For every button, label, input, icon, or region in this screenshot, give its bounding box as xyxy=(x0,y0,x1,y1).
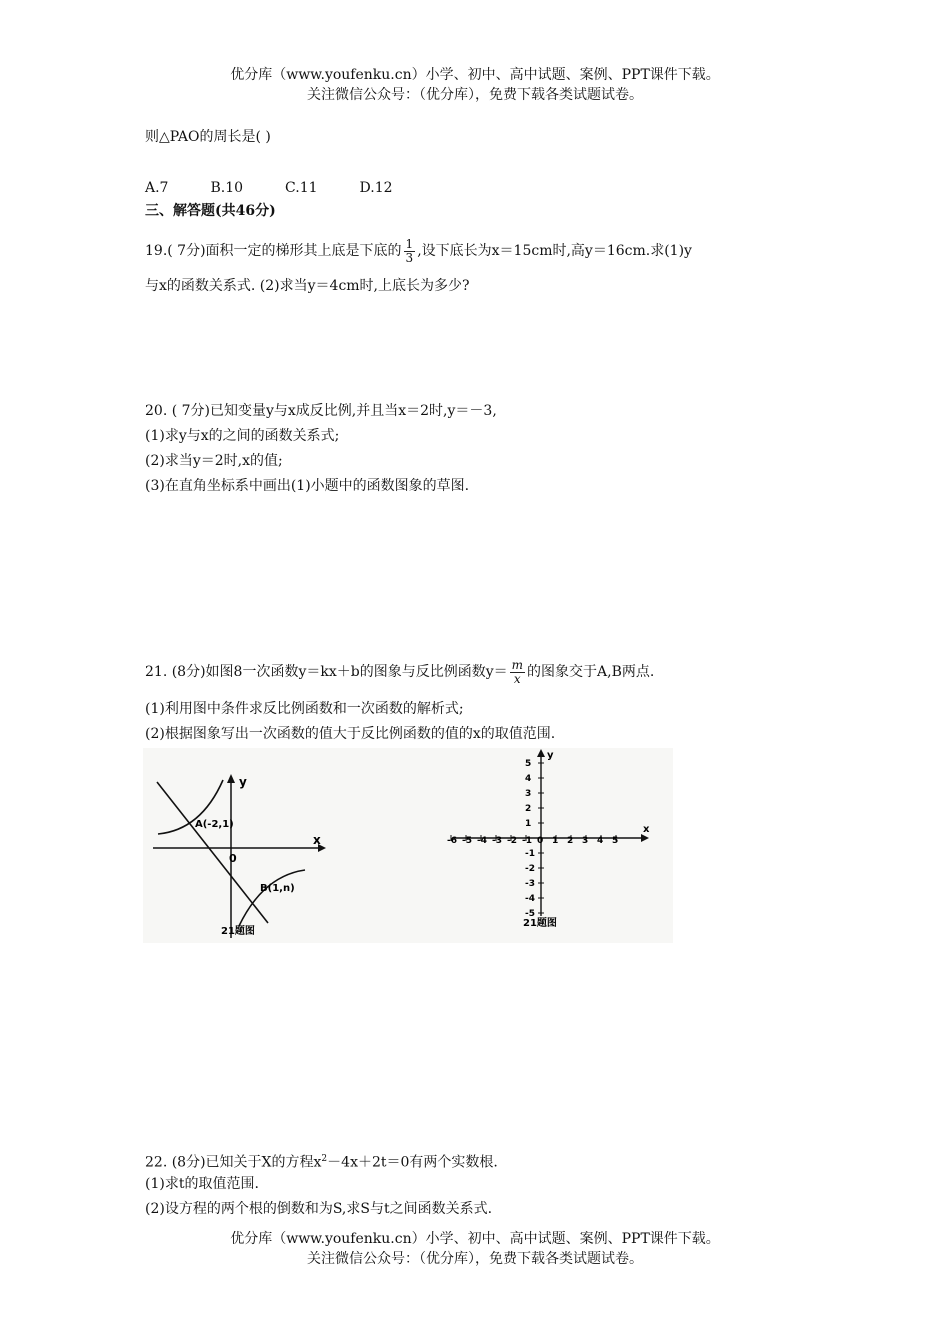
x-tick-label: 5 xyxy=(612,836,619,846)
y-tick-label: -5 xyxy=(525,909,535,919)
footer-line-1: 优分库（www.youfenku.cn）小学、初中、高中试题、案例、PPT课件下载。 xyxy=(230,1231,720,1247)
q21-fraction xyxy=(510,659,525,686)
y-tick-label: -3 xyxy=(525,879,535,889)
q18-options xyxy=(145,179,435,197)
y-tick-label: -4 xyxy=(525,894,535,904)
header-line-1: 优分库（www.youfenku.cn）小学、初中、高中试题、案例、PPT课件下载。 xyxy=(230,67,720,83)
option-d: D.12 xyxy=(359,180,393,196)
right-caption: 21题图 xyxy=(523,918,557,929)
q22-part-2: (2)设方程的两个根的倒数和为S,求S与t之间函数关系式. xyxy=(145,1201,493,1217)
header-line-2: 关注微信公众号：（优分库），免费下载各类试题试卷。 xyxy=(307,87,643,103)
q22-stem xyxy=(145,1150,498,1172)
q22-stem-pre: 22. (8分)已知关于X的方程x xyxy=(145,1154,322,1171)
option-c: C.11 xyxy=(285,180,318,196)
section-3-title: 三、解答题(共46分) xyxy=(145,203,276,219)
q20-part-3: (3)在直角坐标系中画出(1)小题中的函数图象的草图. xyxy=(145,478,470,494)
x-tick-label: 1 xyxy=(552,836,559,846)
option-a: A.7 xyxy=(145,180,169,196)
q21-part-2: (2)根据图象写出一次函数的值大于反比例函数的值的x的取值范围. xyxy=(145,726,556,742)
y-tick-label: 2 xyxy=(525,804,532,814)
x-tick-label: -1 xyxy=(522,836,532,846)
q19-line-2: 与x的函数关系式. (2)求当y＝4cm时,上底长为多少? xyxy=(145,278,470,294)
left-y-label: y xyxy=(239,775,247,789)
q21-stem-pre: 21. (8分)如图8一次函数y＝kx＋b的图象与反比例函数y＝ xyxy=(145,664,508,680)
q20-stem: 20. ( 7分)已知变量y与x成反比例,并且当x＝2时,y＝－3, xyxy=(145,403,497,419)
x-tick-label: -2 xyxy=(507,836,517,846)
q19-frac-den: 3 xyxy=(405,250,414,265)
y-tick-label: -1 xyxy=(525,849,535,859)
y-tick-label: 4 xyxy=(525,774,532,784)
left-x-label: x xyxy=(313,833,321,847)
y-tick-label: 3 xyxy=(525,789,532,799)
x-tick-label: 3 xyxy=(582,836,589,846)
x-tick-label: -6 xyxy=(447,836,457,846)
right-x-label: x xyxy=(643,824,650,835)
q21-part-1: (1)利用图中条件求反比例函数和一次函数的解析式; xyxy=(145,701,464,717)
x-tick-label: -4 xyxy=(477,836,487,846)
q19-fraction xyxy=(404,238,416,265)
q18-stem: 则△PAO的周长是( ) xyxy=(145,129,271,145)
x-tick-label: -5 xyxy=(462,836,472,846)
q21-frac-den: x xyxy=(513,671,521,686)
x-tick-label: -3 xyxy=(492,836,502,846)
point-a-label: A(-2,1) xyxy=(195,819,234,830)
q19-part-2: ,设下底长为x＝15cm时,高y＝16cm.求(1)y xyxy=(417,243,692,259)
q20-part-1: (1)求y与x的之间的函数关系式; xyxy=(145,428,340,444)
q19-line-1 xyxy=(145,235,692,267)
point-b-label: B(1,n) xyxy=(260,883,295,894)
x-tick-label: 2 xyxy=(567,836,574,846)
y-tick-label: 5 xyxy=(525,759,532,769)
q21-stem-post: 的图象交于A,B两点. xyxy=(527,664,655,680)
q21-stem xyxy=(145,654,654,690)
y-tick-label: -2 xyxy=(525,864,535,874)
x-tick-label: 4 xyxy=(597,836,604,846)
left-caption: 21题图 xyxy=(221,926,255,937)
option-b: B.10 xyxy=(210,180,244,196)
figure-scan-background xyxy=(143,748,673,943)
q21-frac-num: m xyxy=(511,657,524,672)
right-y-label: y xyxy=(547,750,554,761)
footer-line-2: 关注微信公众号：（优分库），免费下载各类试题试卷。 xyxy=(307,1251,643,1267)
left-origin: 0 xyxy=(229,852,237,865)
y-tick-label: 1 xyxy=(525,819,532,829)
q19-frac-num: 1 xyxy=(405,236,414,251)
x-tick-label: 0 xyxy=(537,836,544,846)
q21-figure xyxy=(143,748,673,943)
q22-part-1: (1)求t的取值范围. xyxy=(145,1176,259,1192)
q19-part-1: 19.( 7分)面积一定的梯形其上底是下底的 xyxy=(145,243,402,259)
q22-stem-post: －4x＋2t＝0有两个实数根. xyxy=(327,1154,498,1171)
q22-exponent: 2 xyxy=(321,1154,328,1164)
q20-part-2: (2)求当y＝2时,x的值; xyxy=(145,453,283,469)
